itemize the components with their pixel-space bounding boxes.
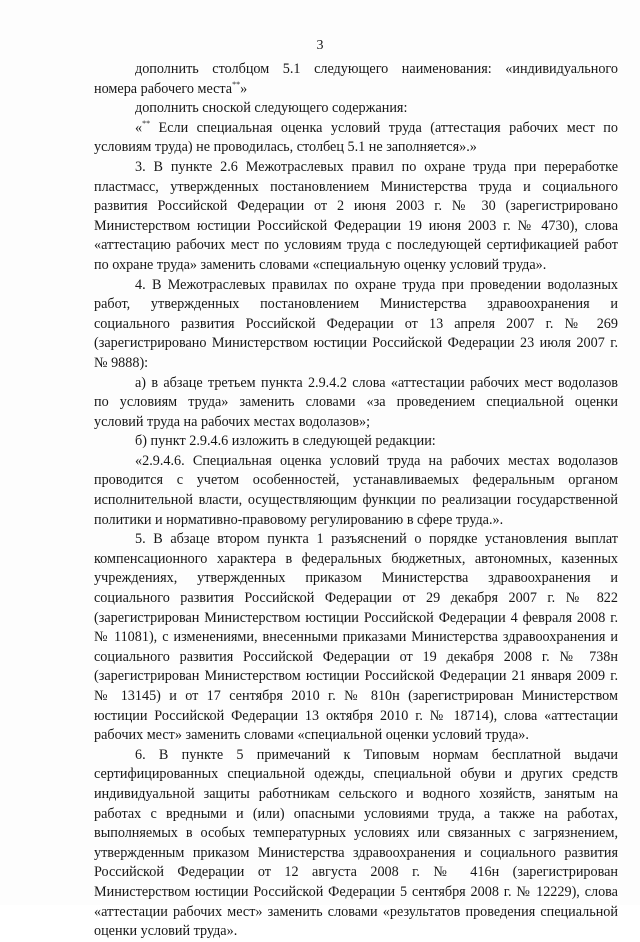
- text-line: по охране труда» заменить словами «специальную оценку условий труда».: [94, 256, 547, 273]
- text-line: исполнительной власти, осуществляющим функции по реализации государственной: [94, 492, 618, 509]
- text-line: юстиции Российской Федерации 13 октября 2010 г. № 18714), слова «аттестации: [94, 707, 618, 724]
- text-line: № 11081), с изменениями, внесенными приказами Министерства здравоохранения и: [94, 629, 618, 646]
- paragraph-p6: [94, 374, 618, 433]
- text-line: 4. В Межотраслевых правилах по охране труда при проведении водолазных: [135, 276, 618, 293]
- text-line: работах с вредными и (или) опасными условиями труда, а также на работах,: [94, 805, 618, 822]
- text-line: 6. В пункте 5 примечаний к Типовым нормам бесплатной выдачи: [135, 746, 618, 763]
- text-line: «2.9.4.6. Специальная оценка условий труда на рабочих местах водолазов: [135, 452, 618, 469]
- text-line: компенсационного характера в федеральных бюджетных, автономных, казенных: [94, 550, 618, 567]
- text-line: сертифицированных специальной одежды, специальной обуви и других средств: [94, 766, 618, 783]
- text-line: социального развития Российской Федерации от 13 апреля 2007 г. № 269: [94, 315, 618, 332]
- text-line: по условиям труда» заменить словами «за проведением специальной оценки: [94, 394, 618, 411]
- text-line: утвержденным приказом Министерства здравоохранения и социального развития: [94, 844, 618, 861]
- text-line: а) в абзаце третьем пункта 2.9.4.2 слова «аттестации рабочих мест водолазов: [135, 374, 618, 391]
- text-line: социального развития Российской Федерации от 19 декабря 2008 г. № 738н: [94, 648, 618, 665]
- paragraph-p3: [94, 119, 618, 158]
- text-line: развития Российской Федерации от 2 июня 2003 г. № 30 (зарегистрировано: [94, 198, 618, 215]
- paragraph-p8: [94, 452, 618, 530]
- document-body: [94, 60, 618, 942]
- paragraph-p10: [94, 746, 618, 942]
- page-number: 3: [316, 38, 324, 53]
- paragraph-p4: [94, 158, 618, 276]
- paragraph-p5: [94, 276, 618, 374]
- text-line: условиям труда) не проводилась, столбец 5.1 не заполняется».»: [94, 139, 477, 156]
- text-line: (зарегистрирован Министерством юстиции Российской Федерации 21 января 2009 г.: [94, 668, 618, 685]
- text-line: Российской Федерации от 12 августа 2008 г. № 416н (зарегистрирован: [94, 864, 618, 881]
- text-line: условий труда на рабочих местах водолазов»;: [94, 413, 371, 430]
- text-line: (зарегистрировано Министерством юстиции Российской Федерации 23 июля 2007 г.: [94, 335, 618, 352]
- text-line: № 9888):: [94, 354, 149, 371]
- text-line: 5. В абзаце втором пункта 1 разъяснений о порядке установления выплат: [135, 531, 618, 548]
- text-line: номера рабочего места**»: [94, 79, 248, 97]
- text-line: Министерством юстиции Российской Федерации 19 июня 2003 г. № 4730), слова: [94, 217, 618, 234]
- text-line: дополнить сноской следующего содержания:: [135, 100, 408, 117]
- text-line: социального развития Российской Федерации от 29 декабря 2007 г. № 822: [94, 590, 618, 607]
- text-line: политики и нормативно-правовому регулированию в сфере труда.».: [94, 511, 504, 528]
- text-line: учреждениях, утвержденных приказом Министерства здравоохранения и: [94, 570, 618, 587]
- paragraph-p1: [94, 60, 618, 99]
- paragraph-p9: [94, 530, 618, 746]
- text-line: работ, утвержденных постановлением Министерства здравоохранения и: [94, 296, 618, 313]
- text-line: индивидуальной защиты работникам сельского и водного хозяйств, занятым на: [94, 785, 618, 802]
- text-line: пластмасс, утвержденных постановлением Министерства труда и социального: [94, 178, 618, 195]
- text-line: б) пункт 2.9.4.6 изложить в следующей редакции:: [135, 433, 436, 450]
- text-line: «аттестацию рабочих мест по условиям труда с последующей сертификацией работ: [94, 237, 618, 254]
- text-line: рабочих мест» заменить словами «специальной оценки условий труда».: [94, 727, 529, 744]
- text-line: «** Если специальная оценка условий труда (аттестация рабочих мест по: [135, 118, 618, 136]
- text-line: (зарегистрирован Министерством юстиции Российской Федерации 4 февраля 2008 г.: [94, 609, 618, 626]
- text-line: Министерством юстиции Российской Федерации 5 сентября 2008 г. № 12229), слова: [94, 883, 618, 900]
- text-line: № 13145) и от 17 сентября 2010 г. № 810н (зарегистрирован Министерством: [94, 688, 618, 704]
- paragraph-p2: [94, 99, 618, 119]
- text-line: 3. В пункте 2.6 Межотраслевых правил по охране труда при переработке: [135, 158, 618, 175]
- text-line: «аттестации рабочих мест» заменить словами «результатов проведения специальной: [94, 903, 618, 920]
- text-line: проводится с учетом особенностей, устанавливаемых федеральным органом: [94, 472, 618, 489]
- text-line: дополнить столбцом 5.1 следующего наименования: «индивидуального: [135, 61, 618, 77]
- paragraph-p7: [94, 432, 618, 452]
- text-line: выполняемых в особых температурных условиях или связанных с загрязнением,: [94, 825, 618, 842]
- text-line: оценки условий труда».: [94, 923, 238, 940]
